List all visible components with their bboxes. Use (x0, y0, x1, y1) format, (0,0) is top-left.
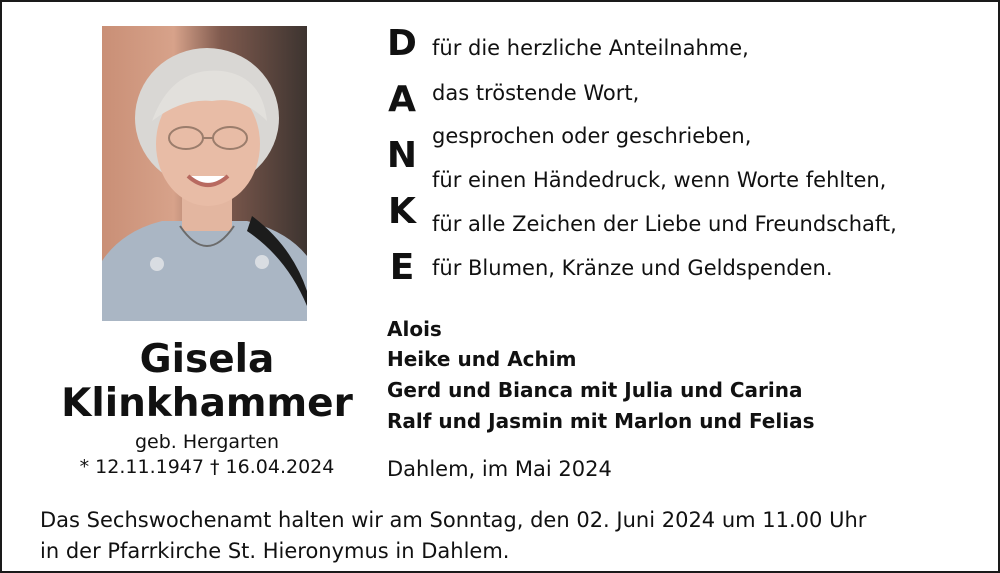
deceased-last-name: Klinkhammer (61, 381, 353, 426)
danke-line: gesprochen oder geschrieben, (432, 124, 752, 148)
place-date: Dahlem, im Mai 2024 (387, 457, 612, 481)
danke-line: für Blumen, Kränze und Geldspenden. (432, 256, 833, 280)
deceased-first-name: Gisela (139, 337, 275, 382)
danke-line: für alle Zeichen der Liebe und Freundschaft, (432, 212, 897, 236)
service-notice-line: Das Sechswochenamt halten wir am Sonntag, den 02. Juni 2024 um 11.00 Uhr (40, 508, 867, 532)
family-line: Gerd und Bianca mit Julia und Carina (387, 378, 803, 402)
danke-line: für die herzliche Anteilnahme, (432, 36, 749, 60)
danke-letter-d: D (387, 23, 417, 64)
portrait-photo (102, 26, 307, 321)
family-line: Alois (387, 317, 442, 341)
danke-letter-n: N (386, 135, 418, 176)
danke-letter-a: A (388, 79, 416, 120)
service-notice-line: in der Pfarrkirche St. Hieronymus in Dahlem. (40, 539, 510, 563)
birth-name: geb. Hergarten (134, 431, 280, 453)
family-line: Heike und Achim (387, 347, 577, 371)
danke-letter-e: E (389, 247, 415, 288)
danke-letter-k: K (388, 191, 416, 232)
danke-line: das tröstende Wort, (432, 81, 640, 105)
portrait-illustration (102, 26, 307, 321)
service-notice (40, 505, 980, 567)
life-dates: * 12.11.1947 † 16.04.2024 (79, 456, 335, 478)
family-line: Ralf und Jasmin mit Marlon und Felias (387, 409, 815, 433)
danke-line: für einen Händedruck, wenn Worte fehlten, (432, 168, 887, 192)
